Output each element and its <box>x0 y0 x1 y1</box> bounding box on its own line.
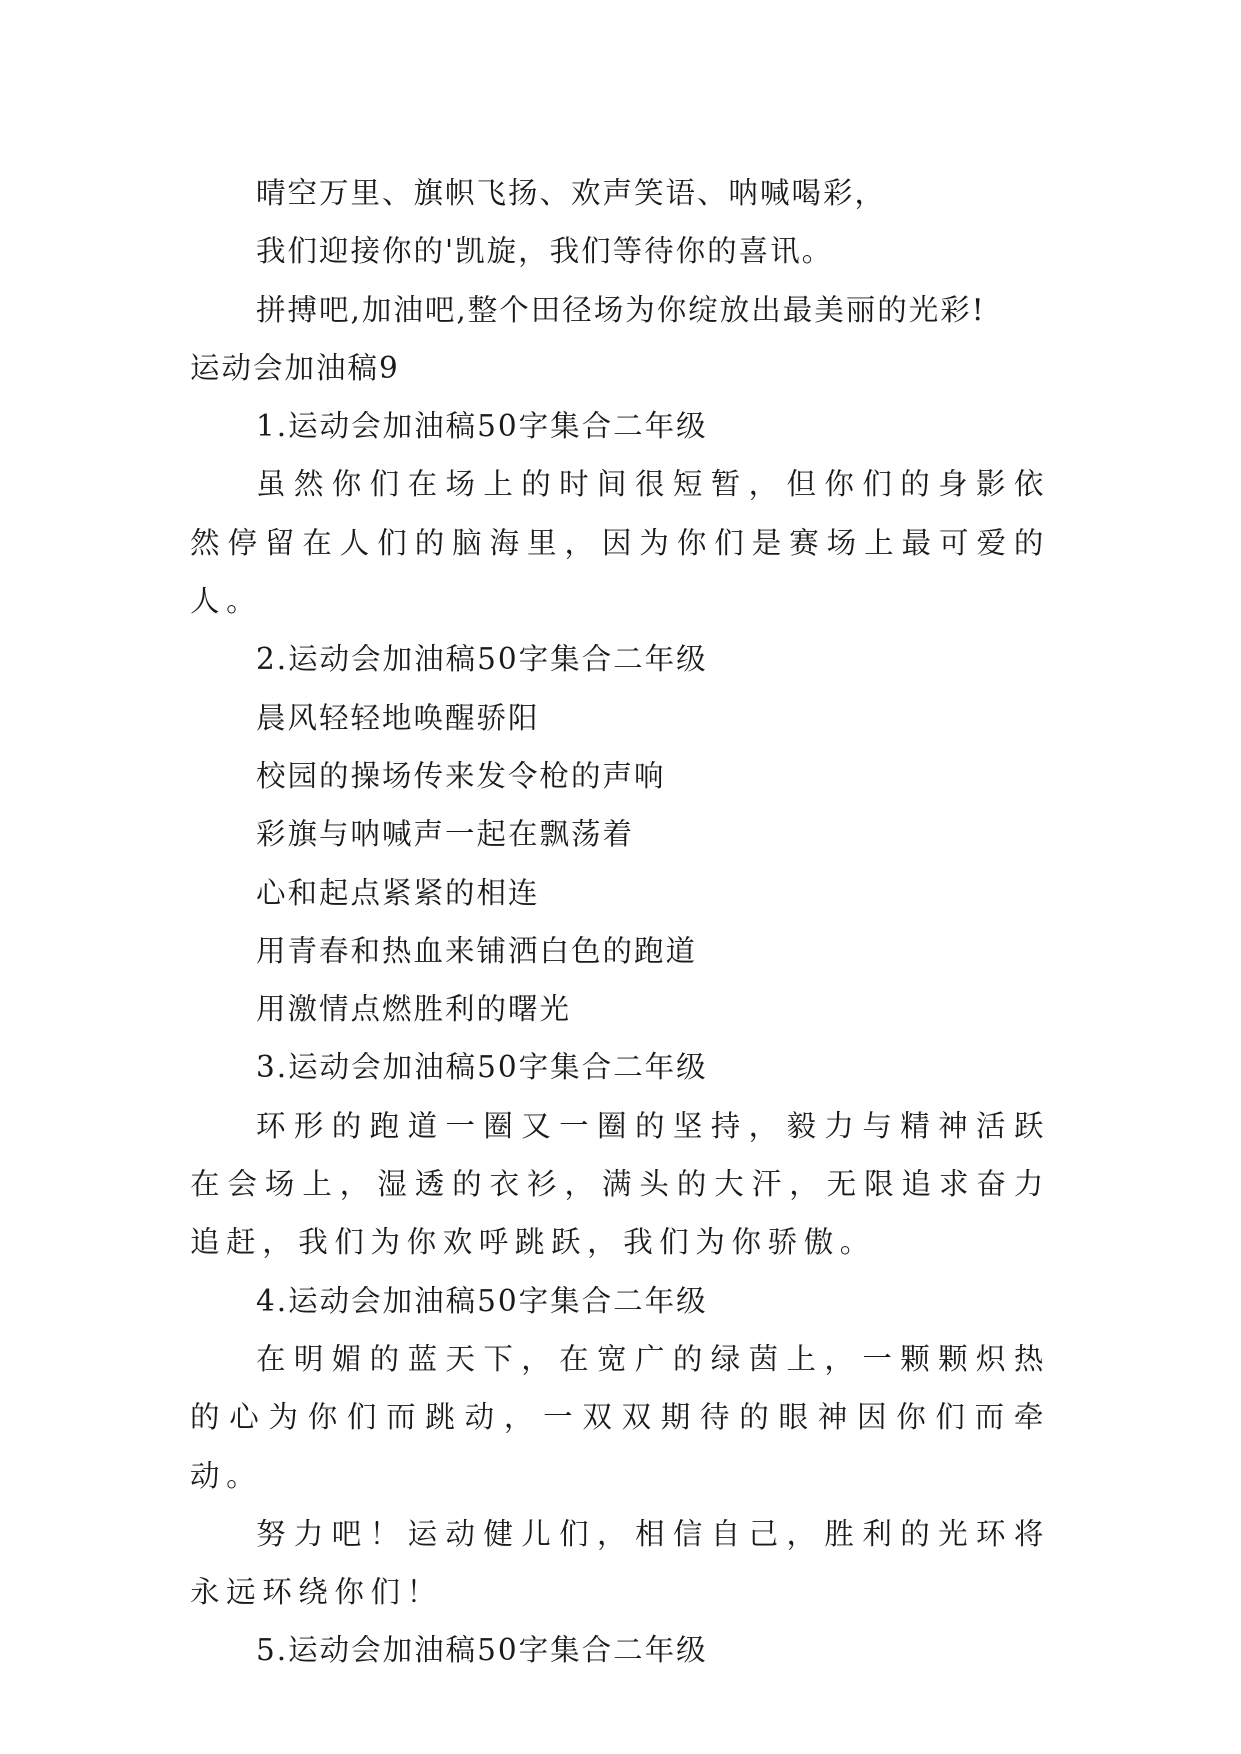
paragraph: 拼搏吧,加油吧,整个田径场为你绽放出最美丽的光彩! <box>256 292 986 327</box>
item-heading: 1.运动会加油稿50字集合二年级 <box>256 409 708 444</box>
poem-line: 晨风轻轻地唤醒骄阳 <box>256 700 540 735</box>
paragraph: 在明媚的蓝天下，在宽广的绿茵上，一颗颗炽热的心为你们而跳动，一双双期待的眼神因你们而牵动。 <box>190 1341 1050 1493</box>
document-body <box>190 164 1050 1680</box>
paragraph: 虽然你们在场上的时间很短暂，但你们的身影依然停留在人们的脑海里，因为你们是赛场上最可爱的人。 <box>190 467 1050 619</box>
paragraph: 环形的跑道一圈又一圈的坚持，毅力与精神活跃在会场上，湿透的衣衫，满头的大汗，无限追求奋力追赶，我们为你欢呼跳跃，我们为你骄傲。 <box>190 1108 1050 1260</box>
paragraph: 我们迎接你的'凯旋，我们等待你的喜讯。 <box>256 234 834 269</box>
item-heading: 2.运动会加油稿50字集合二年级 <box>256 642 708 677</box>
item-heading: 3.运动会加油稿50字集合二年级 <box>256 1050 708 1085</box>
poem-line: 彩旗与呐喊声一起在飘荡着 <box>256 817 635 852</box>
paragraph: 晴空万里、旗帜飞扬、欢声笑语、呐喊喝彩， <box>256 176 887 210</box>
poem-line: 用青春和热血来铺洒白色的跑道 <box>256 933 698 968</box>
poem-line: 校园的操场传来发令枪的声响 <box>256 758 666 793</box>
poem-line: 心和起点紧紧的相连 <box>256 875 540 910</box>
item-heading: 4.运动会加油稿50字集合二年级 <box>256 1283 708 1318</box>
poem-line: 用激情点燃胜利的曙光 <box>256 992 572 1027</box>
section-heading: 运动会加油稿9 <box>190 350 400 385</box>
paragraph: 努力吧！运动健儿们，相信自己，胜利的光环将永远环绕你们！ <box>190 1516 1050 1610</box>
item-heading: 5.运动会加油稿50字集合二年级 <box>256 1633 708 1668</box>
